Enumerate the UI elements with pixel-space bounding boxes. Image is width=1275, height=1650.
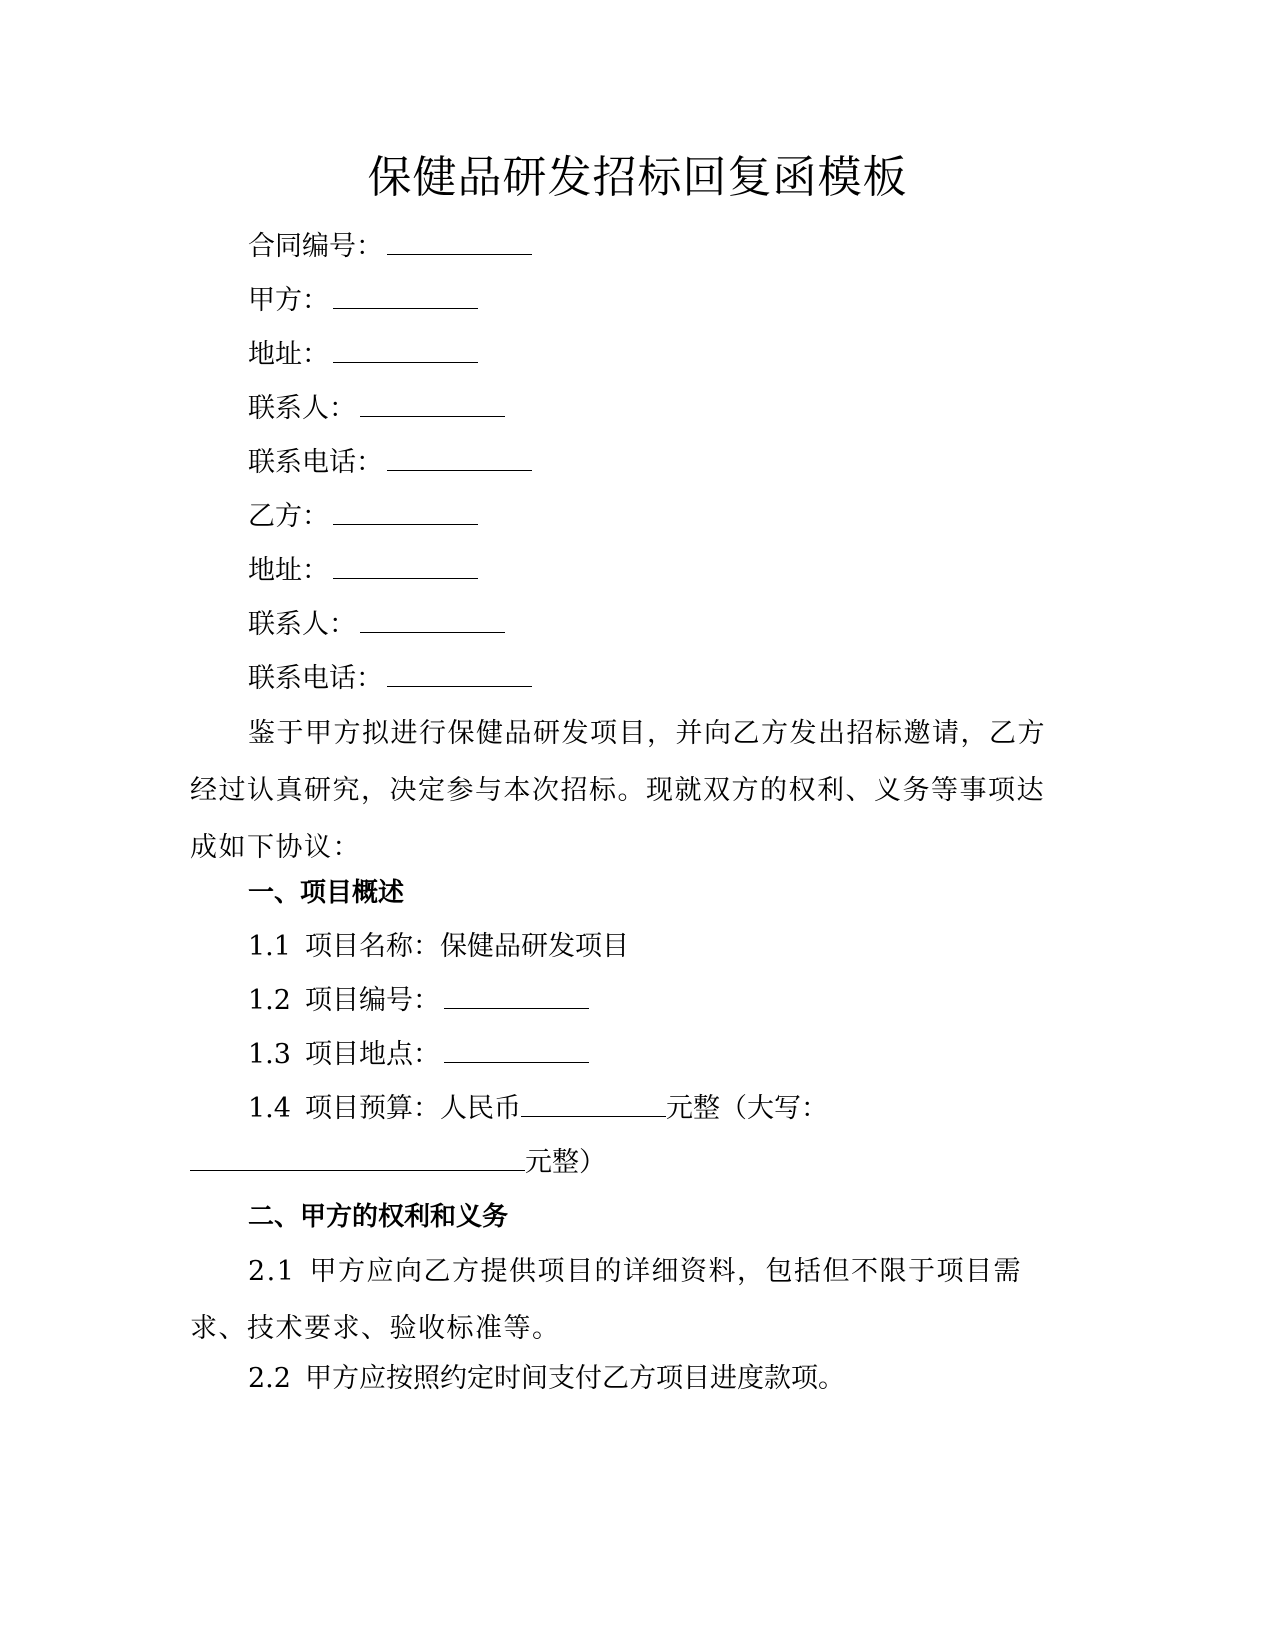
item-text: 甲方应向乙方提供项目的详细资料，包括但不限于项目需求、技术要求、验收标准等。 — [190, 1256, 1022, 1344]
item-1-4 — [248, 1090, 828, 1128]
field-label: 合同编号： — [248, 231, 383, 262]
blank-line — [521, 1090, 666, 1117]
item-text: 项目名称：保健品研发项目 — [304, 931, 629, 962]
field-label: 联系人： — [248, 609, 356, 640]
item-number: 1.2 — [248, 985, 291, 1016]
blank-line — [333, 336, 478, 363]
item-2-2 — [248, 1360, 845, 1398]
blank-line — [333, 498, 478, 525]
field-contact-b — [248, 606, 505, 644]
field-party-b — [248, 498, 478, 536]
field-label: 联系人： — [248, 393, 356, 424]
document-title: 保健品研发招标回复函模板 — [367, 152, 908, 203]
field-label: 地址： — [248, 555, 329, 586]
field-phone-b — [248, 660, 532, 698]
item-text: 项目地点： — [304, 1039, 440, 1070]
item-number: 1.1 — [248, 931, 291, 962]
item-text: 项目预算：人民币 — [304, 1093, 521, 1124]
item-suffix: 元整（大写： — [665, 1093, 828, 1124]
item-1-1 — [248, 928, 629, 966]
blank-line — [360, 606, 505, 633]
item-number: 1.3 — [248, 1039, 291, 1070]
item-text: 项目编号： — [304, 985, 440, 1016]
field-party-a — [248, 282, 478, 320]
section2-heading: 二、甲方的权利和义务 — [248, 1202, 509, 1232]
blank-line — [190, 1144, 525, 1171]
blank-line — [444, 982, 589, 1009]
item-text: 甲方应按照约定时间支付乙方项目进度款项。 — [304, 1363, 845, 1394]
item-number: 2.1 — [248, 1256, 296, 1287]
blank-line — [387, 444, 532, 471]
item-1-3 — [248, 1036, 589, 1074]
field-contact-a — [248, 390, 505, 428]
intro-paragraph: 鉴于甲方拟进行保健品研发项目，并向乙方发出招标邀请，乙方经过认真研究，决定参与本次招标。现就双方的权利、义务等事项达成如下协议： — [190, 718, 1046, 863]
field-label: 联系电话： — [248, 663, 383, 694]
blank-line — [360, 390, 505, 417]
item-1-2 — [248, 982, 589, 1020]
field-phone-a — [248, 444, 532, 482]
section1-heading: 一、项目概述 — [248, 878, 405, 908]
item-suffix: 元整） — [525, 1147, 606, 1178]
field-address-b — [248, 552, 478, 590]
item-2-1 — [190, 1243, 1070, 1357]
item-1-4-continued — [190, 1144, 606, 1182]
field-label: 甲方： — [248, 285, 329, 316]
blank-line — [333, 552, 478, 579]
field-contract-no — [248, 228, 532, 266]
blank-line — [444, 1036, 589, 1063]
field-address-a — [248, 336, 478, 374]
blank-line — [333, 282, 478, 309]
blank-line — [387, 660, 532, 687]
field-label: 地址： — [248, 339, 329, 370]
blank-line — [387, 228, 532, 255]
field-label: 乙方： — [248, 501, 329, 532]
item-number: 2.2 — [248, 1363, 291, 1394]
item-number: 1.4 — [248, 1093, 291, 1124]
field-label: 联系电话： — [248, 447, 383, 478]
